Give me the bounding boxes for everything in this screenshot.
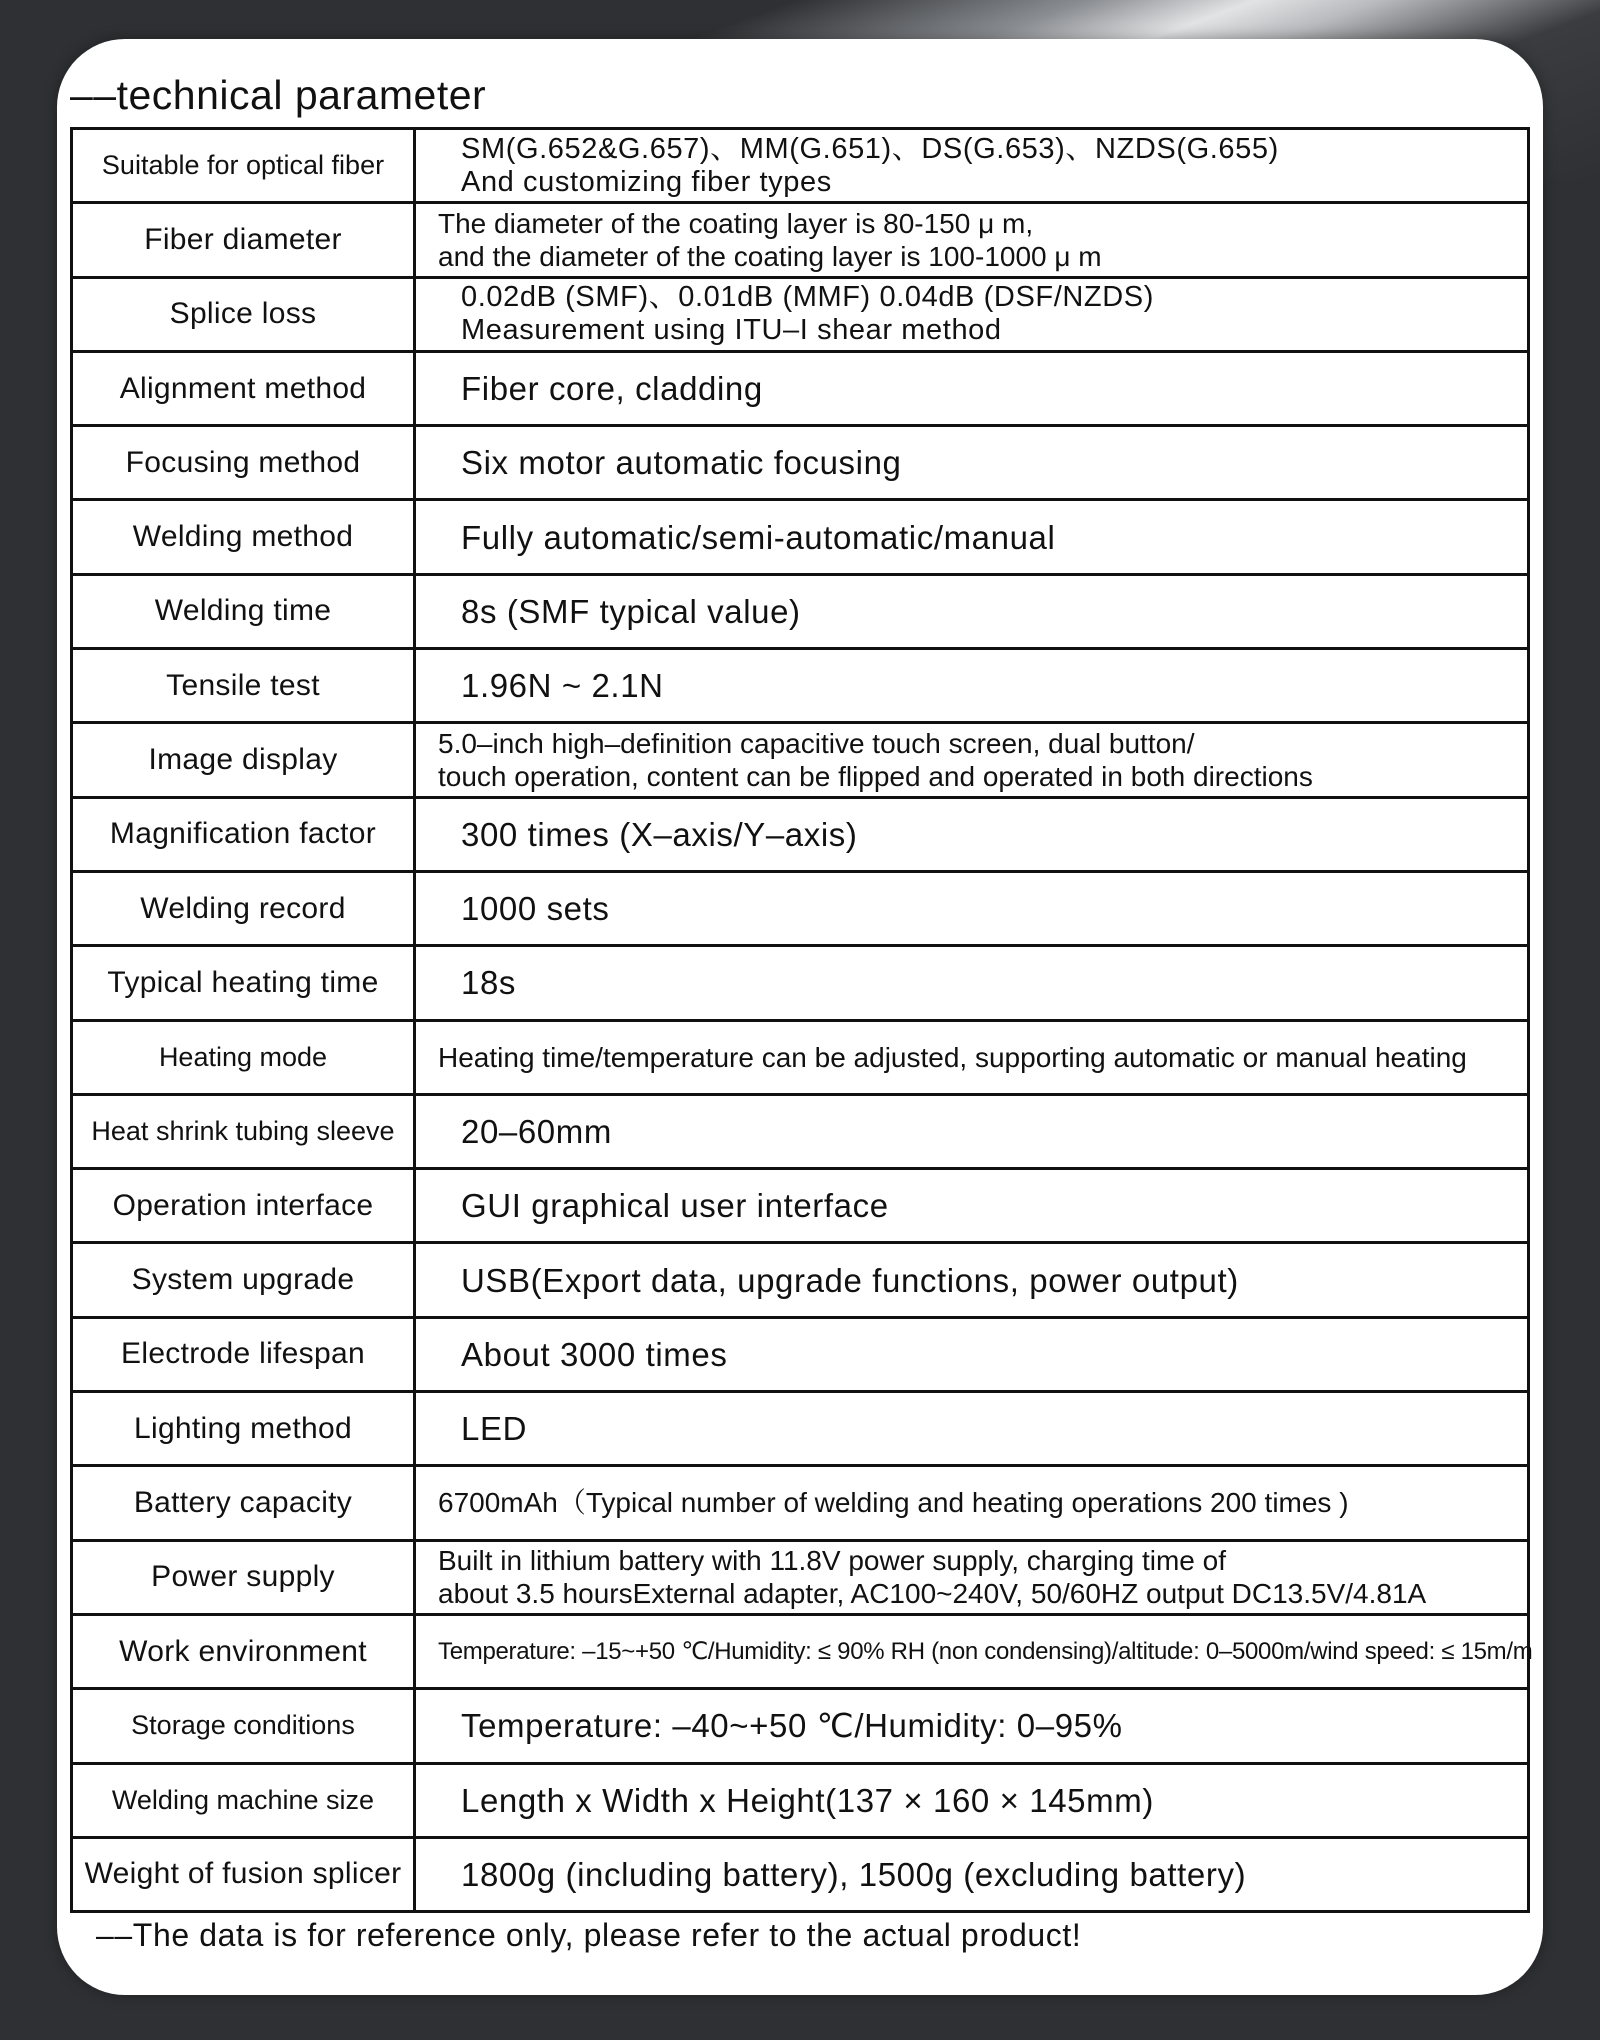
parameter-value-line: 0.02dB (SMF)、0.01dB (MMF) 0.04dB (DSF/NZDS) <box>461 281 1154 314</box>
parameter-label: Work environment <box>72 1614 415 1688</box>
parameter-value-line: Temperature: –40~+50 ℃/Humidity: 0–95% <box>461 1707 1123 1745</box>
parameter-label: Power supply <box>72 1540 415 1614</box>
parameter-value <box>415 1094 1529 1168</box>
section-title: ––technical parameter <box>70 72 487 118</box>
parameter-value <box>415 1020 1529 1094</box>
parameter-value-line: And customizing fiber types <box>461 165 832 198</box>
parameter-value <box>415 1689 1529 1763</box>
parameter-value-line: touch operation, content can be flipped and operated in both directions <box>438 761 1313 793</box>
table-row <box>72 1466 1529 1540</box>
parameter-label: Fiber diameter <box>72 203 415 277</box>
parameter-value-line: 5.0–inch high–definition capacitive touch screen, dual button/ <box>438 728 1195 760</box>
table-row <box>72 871 1529 945</box>
spec-table-body <box>72 129 1533 1912</box>
table-row <box>72 1763 1529 1837</box>
parameter-label: Image display <box>72 723 415 797</box>
table-row <box>72 649 1529 723</box>
parameter-label: Suitable for optical fiber <box>72 129 415 203</box>
parameter-value <box>415 500 1529 574</box>
parameter-value <box>415 946 1529 1020</box>
parameter-value <box>415 1317 1529 1391</box>
table-row <box>72 426 1529 500</box>
parameter-value-line: LED <box>461 1410 527 1448</box>
parameter-value-line: 20–60mm <box>461 1113 612 1150</box>
table-row <box>72 797 1529 871</box>
parameter-value-line: 300 times (X–axis/Y–axis) <box>461 815 858 853</box>
parameter-value <box>415 1466 1529 1540</box>
parameter-value-line: Measurement using ITU–I shear method <box>461 314 1002 347</box>
table-row <box>72 500 1529 574</box>
parameter-value <box>415 1763 1529 1837</box>
parameter-value <box>415 797 1529 871</box>
table-row <box>72 1317 1529 1391</box>
parameter-value-line: The diameter of the coating layer is 80-150 μ m, <box>438 207 1034 239</box>
parameter-value-line: GUI graphical user interface <box>461 1187 889 1225</box>
parameter-label: Heat shrink tubing sleeve <box>72 1094 415 1168</box>
table-row <box>72 1540 1529 1614</box>
parameter-label: Welding time <box>72 574 415 648</box>
table-row <box>72 1837 1529 1911</box>
parameter-label: Tensile test <box>72 649 415 723</box>
parameter-value-line: 6700mAh（Typical number of welding and heating operations 200 times ) <box>438 1487 1349 1519</box>
parameter-value-line: About 3000 times <box>461 1335 728 1373</box>
parameter-value-line: 1000 sets <box>461 890 610 928</box>
parameter-value-line: about 3.5 hoursExternal adapter, AC100~240V, 50/60HZ output DC13.5V/4.81A <box>438 1578 1427 1610</box>
parameter-label: Battery capacity <box>72 1466 415 1540</box>
spec-table <box>70 127 1533 1913</box>
table-row <box>72 351 1529 425</box>
footer-note: ––The data is for reference only, please refer to the actual product! <box>96 1917 1082 1953</box>
parameter-value <box>415 1392 1529 1466</box>
parameter-label: Operation interface <box>72 1169 415 1243</box>
table-row <box>72 946 1529 1020</box>
parameter-value-line: and the diameter of the coating layer is 100-1000 μ m <box>438 240 1102 272</box>
parameter-label: Magnification factor <box>72 797 415 871</box>
parameter-value <box>415 1169 1529 1243</box>
parameter-value <box>415 649 1529 723</box>
table-row <box>72 277 1529 351</box>
table-row <box>72 1243 1529 1317</box>
parameter-value <box>415 1243 1529 1317</box>
parameter-label: Weight of fusion splicer <box>72 1837 415 1911</box>
parameter-label: Lighting method <box>72 1392 415 1466</box>
parameter-value <box>415 129 1529 203</box>
parameter-value-line: Length x Width x Height(137 × 160 × 145mm) <box>461 1781 1154 1819</box>
parameter-label: Welding machine size <box>72 1763 415 1837</box>
parameter-value-line: Heating time/temperature can be adjusted, supporting automatic or manual heating <box>438 1041 1467 1073</box>
table-row <box>72 1169 1529 1243</box>
parameter-label: Splice loss <box>72 277 415 351</box>
parameter-value <box>415 574 1529 648</box>
parameter-label: Electrode lifespan <box>72 1317 415 1391</box>
parameter-value <box>415 871 1529 945</box>
table-row <box>72 723 1529 797</box>
parameter-value-line: 1800g (including battery), 1500g (excluding battery) <box>461 1855 1247 1893</box>
parameter-label: System upgrade <box>72 1243 415 1317</box>
parameter-value <box>415 203 1529 277</box>
parameter-value-line: Six motor automatic focusing <box>461 444 902 482</box>
table-row <box>72 1094 1529 1168</box>
parameter-value-line: SM(G.652&G.657)、MM(G.651)、DS(G.653)、NZDS(G.655) <box>461 132 1279 165</box>
parameter-label: Focusing method <box>72 426 415 500</box>
parameter-value-line: USB(Export data, upgrade functions, power output) <box>461 1261 1239 1299</box>
parameter-label: Heating mode <box>72 1020 415 1094</box>
parameter-value <box>415 277 1529 351</box>
parameter-value <box>415 1540 1529 1614</box>
parameter-label: Storage conditions <box>72 1689 415 1763</box>
parameter-value-line: Temperature: –15~+50 ℃/Humidity: ≤ 90% RH (non condensing)/altitude: 0–5000m/wind speed: ≤ 15m/m <box>438 1638 1533 1666</box>
parameter-value <box>415 351 1529 425</box>
parameter-value-line: 8s (SMF typical value) <box>461 592 801 630</box>
parameter-value <box>415 1614 1533 1688</box>
parameter-label: Welding method <box>72 500 415 574</box>
parameter-value-line: Built in lithium battery with 11.8V power supply, charging time of <box>438 1545 1227 1577</box>
parameter-label: Typical heating time <box>72 946 415 1020</box>
parameter-value <box>415 426 1529 500</box>
parameter-value <box>415 723 1529 797</box>
table-row <box>72 129 1529 203</box>
parameter-value <box>415 1837 1529 1911</box>
parameter-value-line: 1.96N ~ 2.1N <box>461 667 664 705</box>
parameter-label: Alignment method <box>72 351 415 425</box>
table-row <box>72 203 1529 277</box>
table-row <box>72 574 1529 648</box>
parameter-value-line: Fully automatic/semi-automatic/manual <box>461 518 1056 556</box>
parameter-value-line: Fiber core, cladding <box>461 370 763 408</box>
table-row <box>72 1689 1529 1763</box>
table-row <box>72 1392 1529 1466</box>
parameter-label: Welding record <box>72 871 415 945</box>
parameter-value-line: 18s <box>461 964 517 1002</box>
table-row <box>72 1614 1529 1688</box>
table-row <box>72 1020 1529 1094</box>
